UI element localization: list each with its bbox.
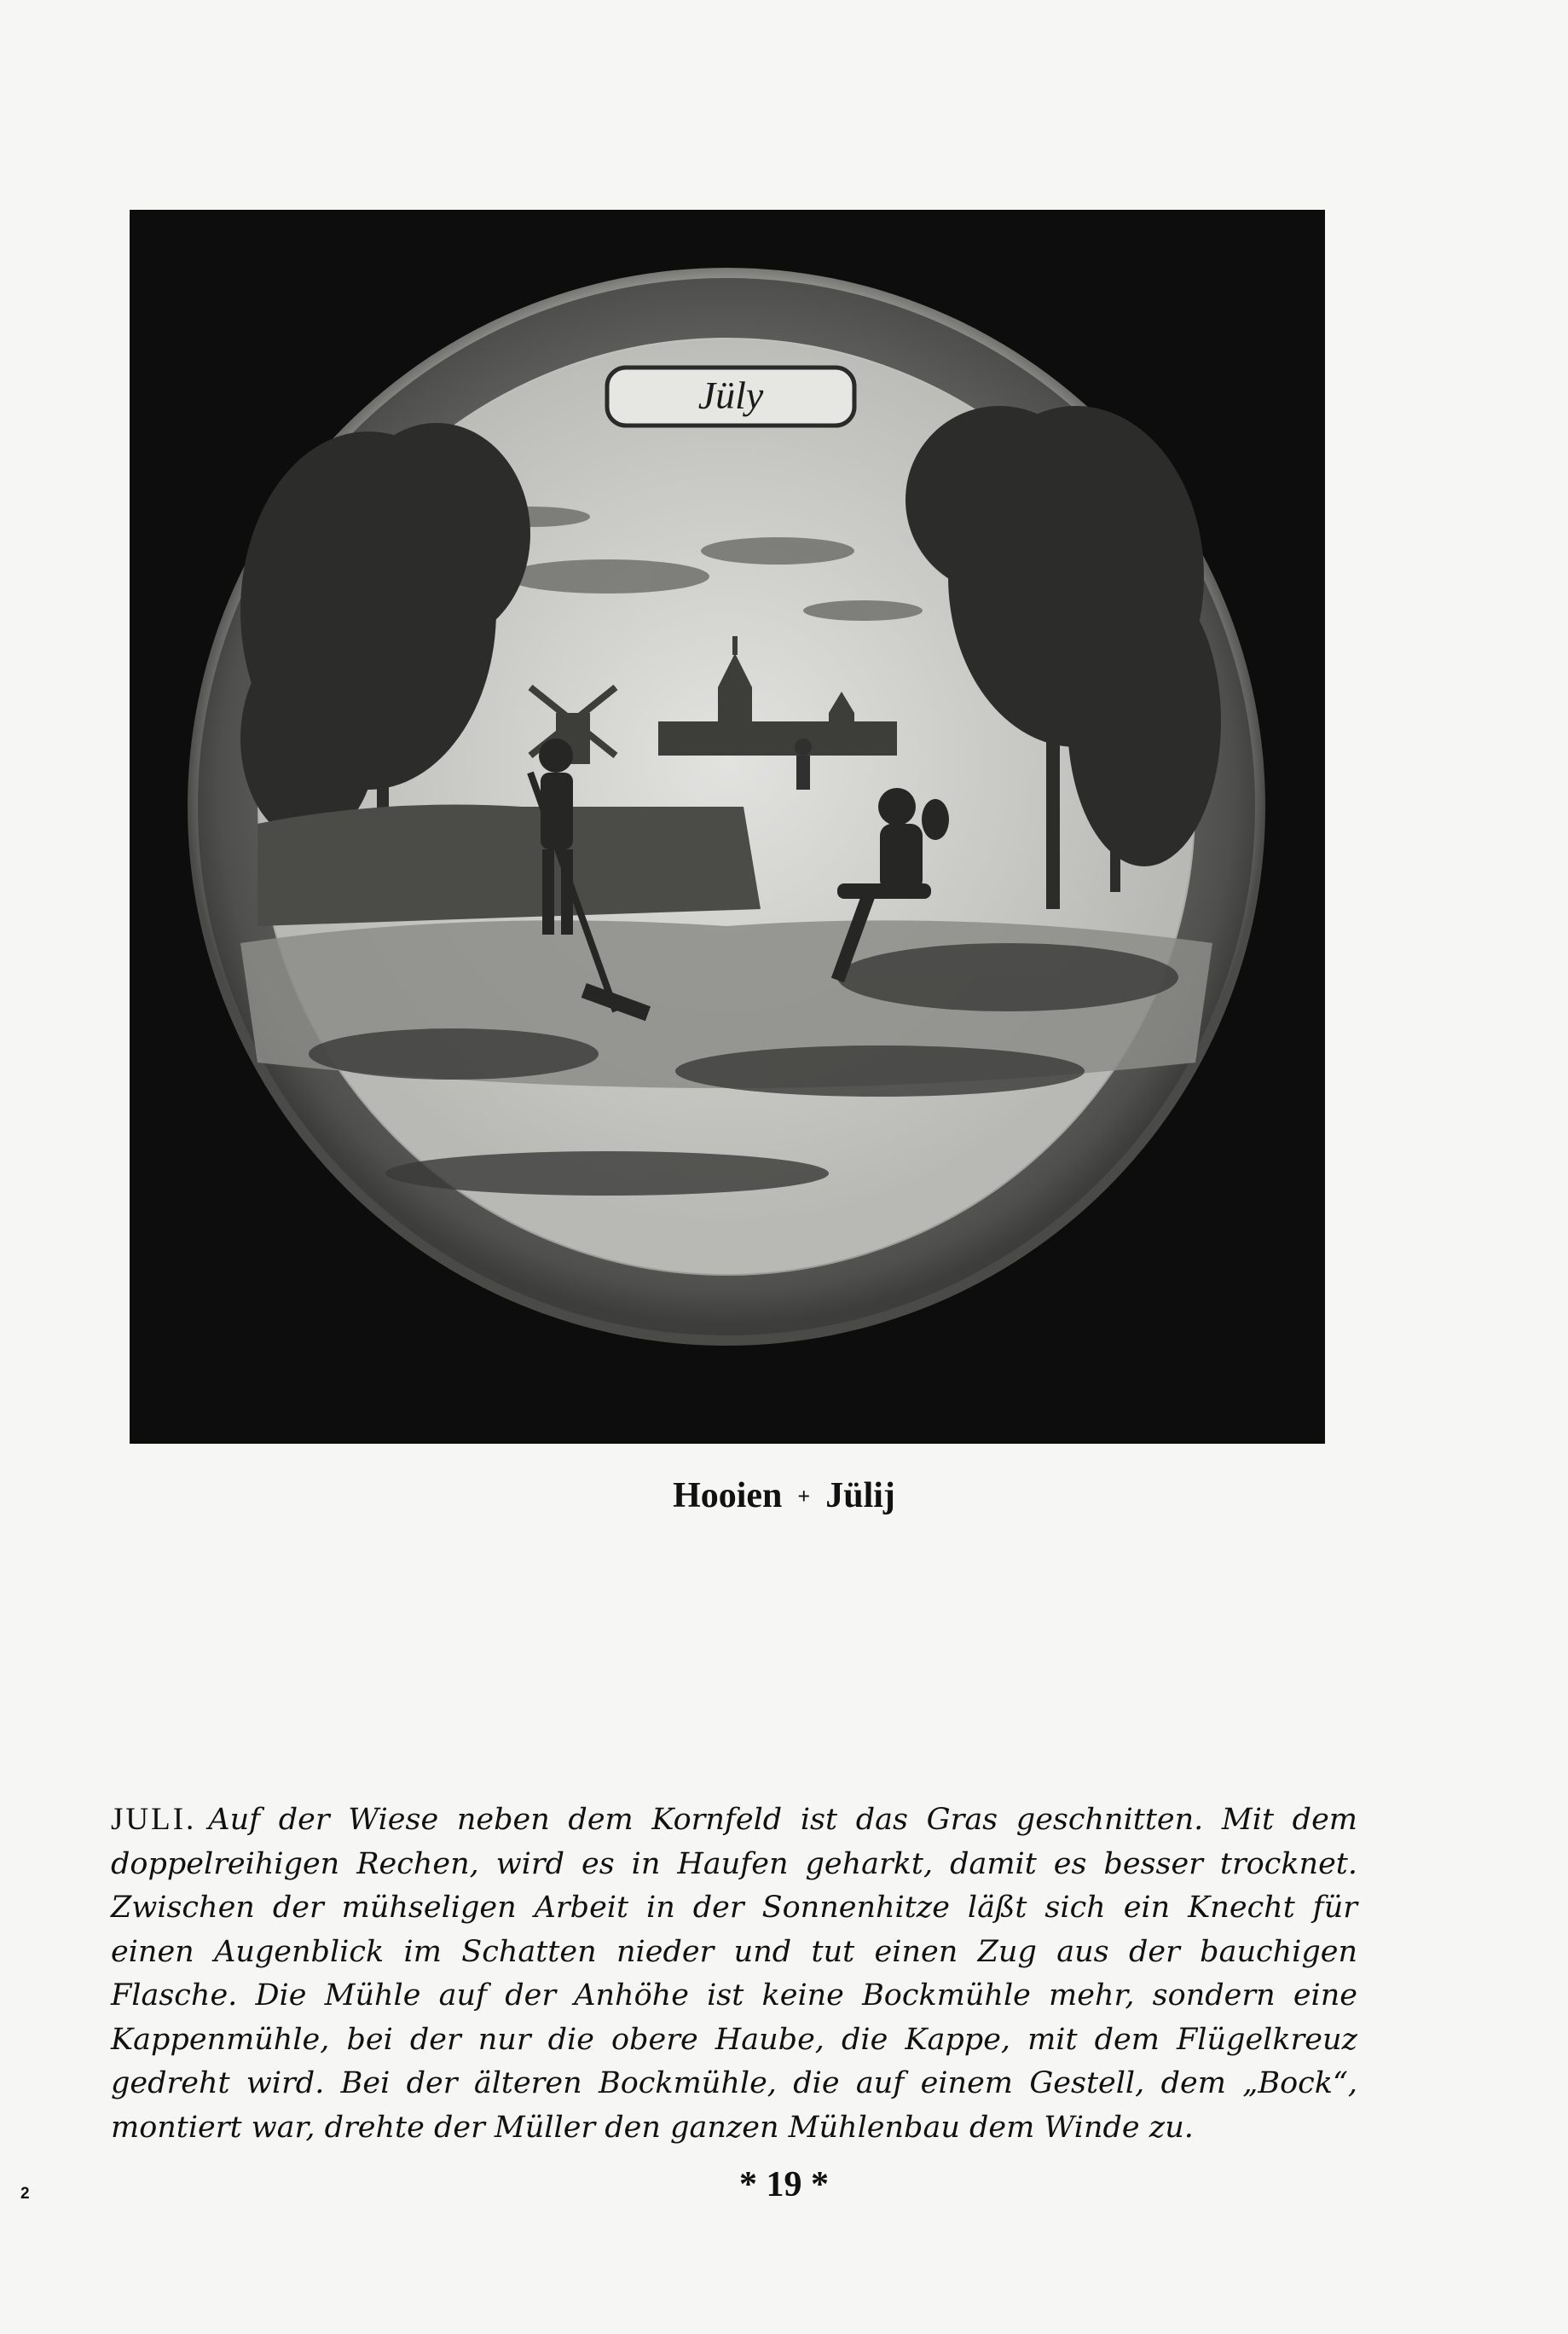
page-number: * 19 * [739,2165,829,2204]
plate-cartouche [607,368,854,426]
month-heading: JULI. [111,1802,197,1837]
plate-label: Jüly [697,374,764,417]
plate-photograph [130,210,1325,1444]
caption-separator: + [797,1484,811,1509]
distant-figure [795,738,812,790]
caption-left: Hooien [673,1476,783,1515]
body-text: Auf der Wiese neben dem Kornfeld ist das Gras geschnitten. Mit dem doppelreihigen Rechen, wird es in Haufen geharkt, damit es besser trocknet. Zwischen der mühseligen Arbeit in der Sonnenhitze läßt sich ein Knecht für einen Augenblick im Schatten nieder und tut einen Zug aus der bauchigen Flasche. Die Mühle auf der Anhöhe ist keine Bockmühle mehr, sondern eine Kappenmühle, bei der nur die obere Haube, die Kappe, mit dem Flügelkreuz gedreht wird. Bei der älteren Bockmühle, die auf einem Gestell, dem „Bock“, montiert war, drehte der Müller den ganzen Mühlenbau dem Winde zu. [111,1803,1357,2145]
caption-right: Jülij [825,1476,895,1515]
margin-mark: 2 [20,2185,30,2203]
wheat-field [257,805,761,927]
body-paragraph [111,1798,1357,2150]
figure-caption [0,1475,1568,1516]
